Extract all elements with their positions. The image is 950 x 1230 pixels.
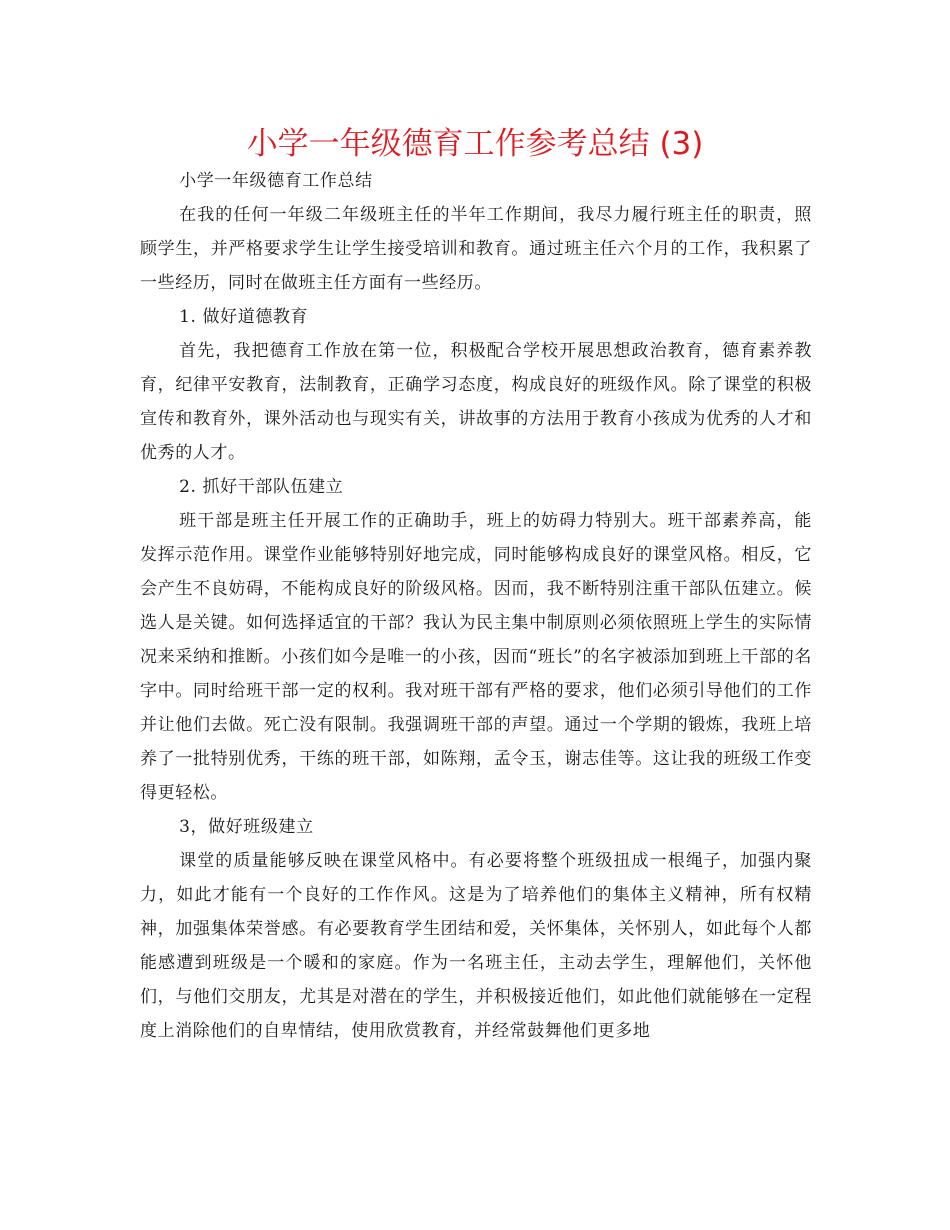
section-heading-class-building: 3，做好班级建立 (179, 817, 314, 837)
subtitle-paragraph: 小学一年级德育工作总结 (179, 171, 373, 191)
cadre-building-paragraph: 班干部是班主任开展工作的正确助手，班上的妨碍力特别大。班干部素养高，能发挥示范作用。课堂作业能够特别好地完成，同时能够构成良好的课堂风格。相反，它会产生不良妨碍，不能构成良好的阶级风格。因而，我不断特别注重干部队伍建立。候选人是关键。如何选择适宜的干部？我认为民主集中制原则必须依照班上学生的实际情况来采纳和推断。小孩们如今是唯一的小孩，因而“班长”的名字被添加到班上干部的名字中。同时给班干部一定的权利。我对班干部有严格的要求，他们必须引导他们的工作并让他们去做。死亡没有限制。我强调班干部的声望。通过一个学期的锻炼，我班上培养了一批特别优秀，干练的班干部，如陈翔，孟令玉，谢志佳等。这让我的班级工作变得更轻松。 (140, 511, 812, 803)
section-heading-cadre-building: 2. 抓好干部队伍建立 (179, 477, 344, 497)
document-title: 小学一年级德育工作参考总结 (3) (246, 126, 704, 162)
intro-paragraph: 在我的任何一年级二年级班主任的半年工作期间，我尽力履行班主任的职责，照顾学生，并严格要求学生让学生接受培训和教育。通过班主任六个月的工作，我积累了一些经历，同时在做班主任方面有一些经历。 (140, 205, 812, 293)
class-building-paragraph: 课堂的质量能够反映在课堂风格中。有必要将整个班级扭成一根绳子，加强内聚力，如此才能有一个良好的工作作风。这是为了培养他们的集体主义精神，所有权精神，加强集体荣誉感。有必要教育学生团结和爱，关怀集体，关怀别人，如此每个人都能感遭到班级是一个暖和的家庭。作为一名班主任，主动去学生，理解他们，关怀他们，与他们交朋友，尤其是对潜在的学生，并积极接近他们，如此他们就能够在一定程度上消除他们的自卑情结，使用欣赏教育，并经常鼓舞他们更多地 (140, 851, 812, 1041)
section-heading-moral-education: 1. 做好道德教育 (179, 307, 309, 327)
document-body (140, 164, 812, 1048)
moral-education-paragraph: 首先，我把德育工作放在第一位，积极配合学校开展思想政治教育，德育素养教育，纪律平安教育，法制教育，正确学习态度，构成良好的班级作风。除了课堂的积极宣传和教育外，课外活动也与现实有关，讲故事的方法用于教育小孩成为优秀的人才和优秀的人才。 (140, 341, 812, 463)
